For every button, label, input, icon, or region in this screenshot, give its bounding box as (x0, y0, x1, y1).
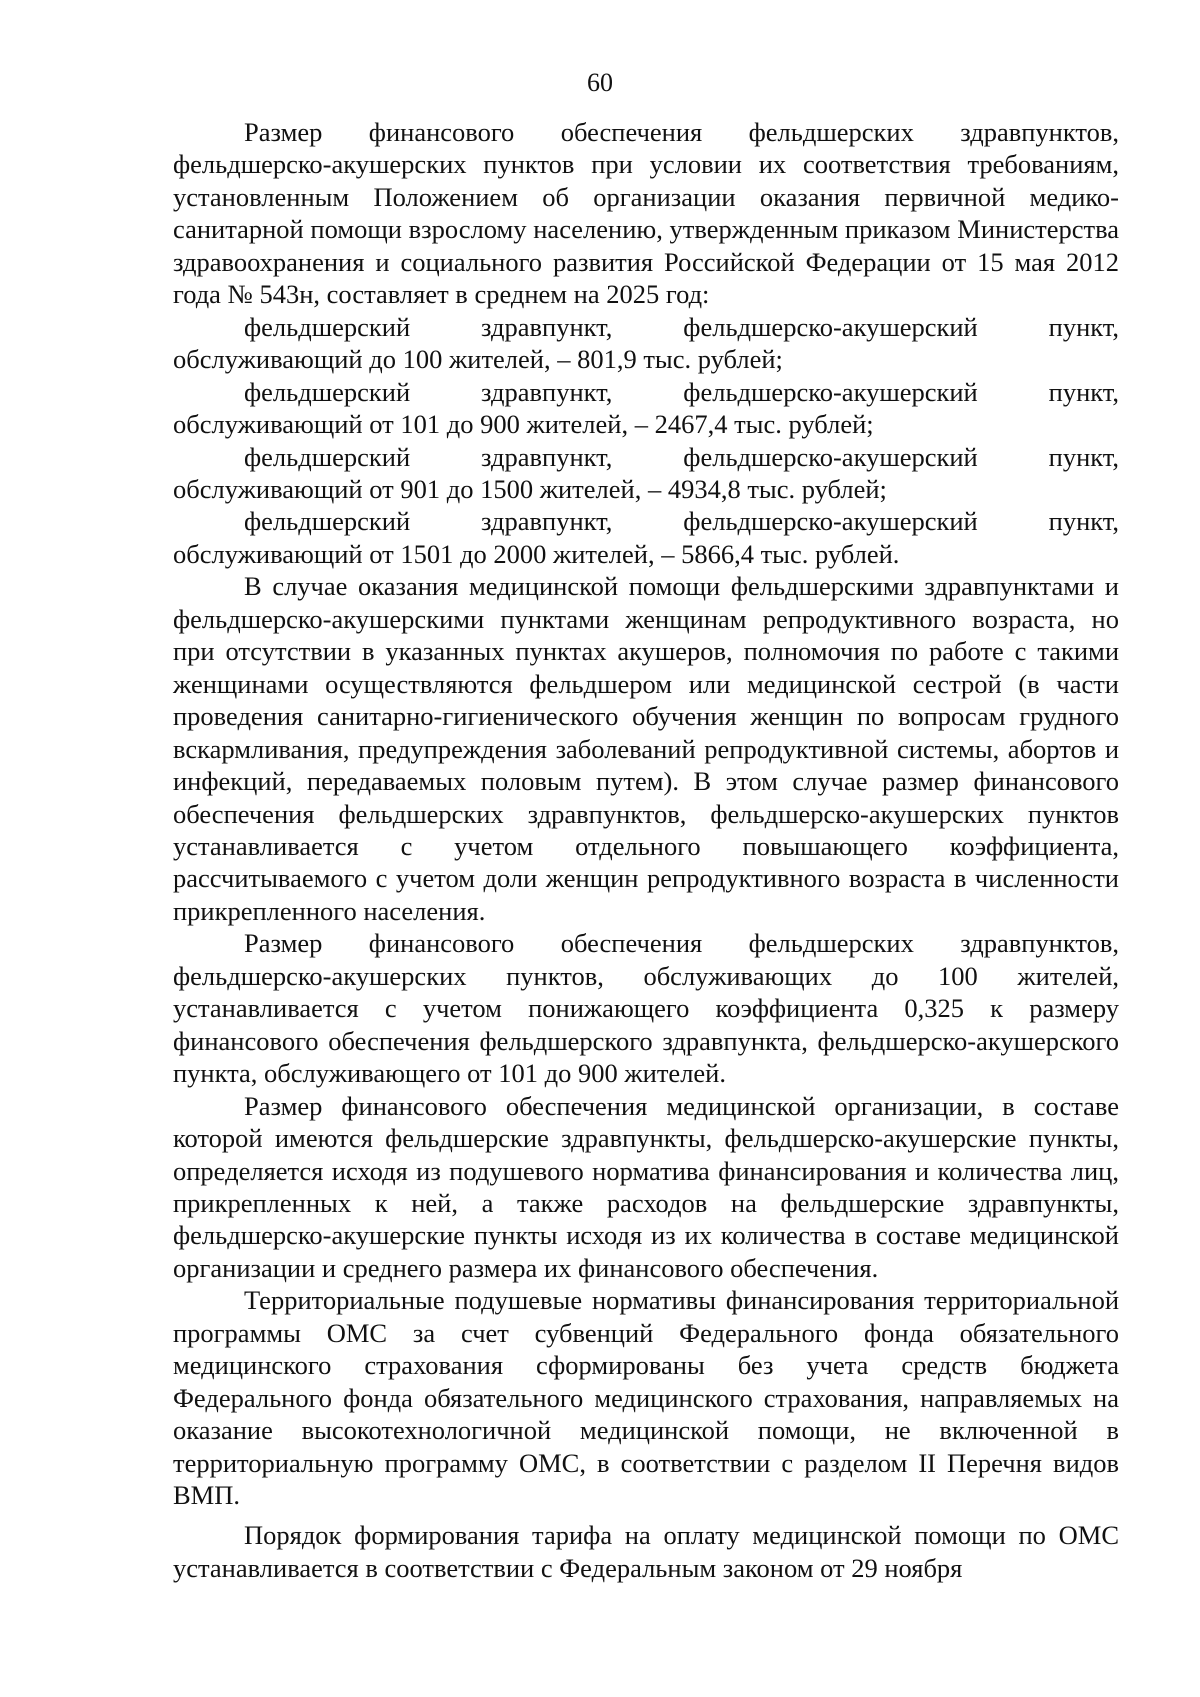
document-body (173, 116, 1119, 1584)
paragraph-reducing-coefficient: Размер финансового обеспечения фельдшерских здравпунктов, фельдшерско-акушерских пунктов, обслуживающих до 100 жителей, устанавливается с учетом понижающего коэффициента 0,325 к размеру финансового обеспечения фельдшерского здравпункта, фельдшерско-акушерского пункта, обслуживающего от 101 до 900 жителей. (173, 928, 1119, 1089)
paragraph-medical-organization-funding: Размер финансового обеспечения медицинской организации, в составе которой имеются фельдшерские здравпункты, фельдшерско-акушерские пункты, определяется исходя из подушевого норматива финансирования и количества лиц, прикрепленных к ней, а также расходов на фельдшерские здравпункты, фельдшерско-акушерские пункты исходя из их количества в составе медицинской организации и среднего размера их финансового обеспечения. (173, 1090, 1119, 1283)
paragraph-fap-funding-intro: Размер финансового обеспечения фельдшерских здравпунктов, фельдшерско-акушерских пунктов при условии их соответствия требованиям, установленным Положением об организации оказания первичной медико-санитарной помощи взрослому населению, утвержденным приказом Министерства здравоохранения и социального развития Российской Федерации от 15 мая 2012 года № 543н, составляет в среднем на 2025 год: (173, 117, 1119, 310)
paragraph-fap-101-900: фельдшерский здравпункт, фельдшерско-акушерский пункт, обслуживающий от 101 до 900 жителей, – 2467,4 тыс. рублей; (173, 376, 1119, 440)
paragraph-fap-up-to-100: фельдшерский здравпункт, фельдшерско-акушерский пункт, обслуживающий до 100 жителей, – 801,9 тыс. рублей; (173, 311, 1119, 375)
paragraph-reproductive-age-women: В случае оказания медицинской помощи фельдшерскими здравпунктами и фельдшерско-акушерскими пунктами женщинам репродуктивного возраста, но при отсутствии в указанных пунктах акушеров, полномочия по работе с такими женщинами осуществляются фельдшером или медицинской сестрой (в части проведения санитарно-гигиенического обучения женщин по вопросам грудного вскармливания, предупреждения заболеваний репродуктивной системы, абортов и инфекций, передаваемых половым путем). В этом случае размер финансового обеспечения фельдшерских здравпунктов, фельдшерско-акушерских пунктов устанавливается с учетом отдельного повышающего коэффициента, рассчитываемого с учетом доли женщин репродуктивного возраста в численности прикрепленного населения. (173, 571, 1119, 926)
page-number: 60 (587, 68, 613, 97)
paragraph-tariff-procedure: Порядок формирования тарифа на оплату медицинской помощи по ОМС устанавливается в соответствии с Федеральным законом от 29 ноября (173, 1520, 1119, 1583)
paragraph-fap-1501-2000: фельдшерский здравпункт, фельдшерско-акушерский пункт, обслуживающий от 1501 до 2000 жителей, – 5866,4 тыс. рублей. (173, 506, 1119, 569)
paragraph-territorial-standards: Территориальные подушевые нормативы финансирования территориальной программы ОМС за счет субвенций Федерального фонда обязательного медицинского страхования сформированы без учета средств бюджета Федерального фонда обязательного медицинского страхования, направляемых на оказание высокотехнологичной медицинской помощи, не включенной в территориальную программу ОМС, в соответствии с разделом II Перечня видов ВМП. (173, 1285, 1119, 1511)
paragraph-fap-901-1500: фельдшерский здравпункт, фельдшерско-акушерский пункт, обслуживающий от 901 до 1500 жителей, – 4934,8 тыс. рублей; (173, 441, 1119, 504)
